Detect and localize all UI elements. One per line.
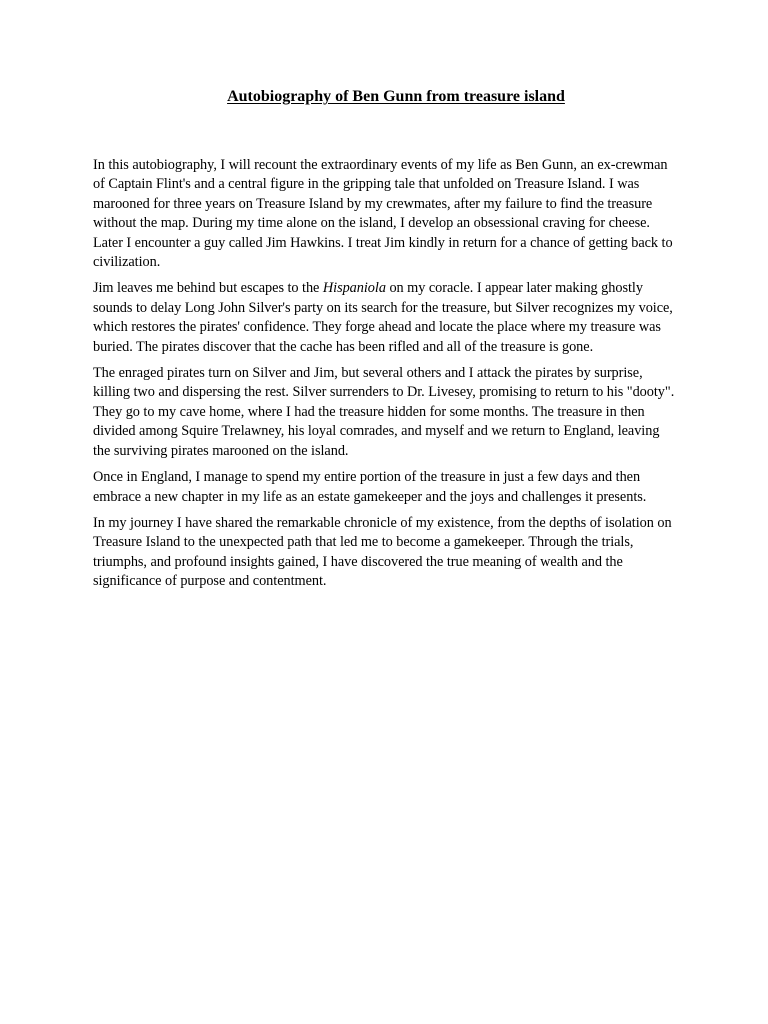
- paragraph-hispaniola: [93, 279, 678, 357]
- paragraph-england: Once in England, I manage to spend my entire portion of the treasure in just a few days and then embrace a new chapter in my life as an estate gamekeeper and the joys and challenges it presents.: [93, 469, 647, 505]
- paragraph-conclusion: In my journey I have shared the remarkable chronicle of my existence, from the depths of isolation on Treasure Island to the unexpected path that led me to become a gamekeeper. Through the trials, triumphs, and profound insights gained, I have discovered the true meaning of wealth and the significance of purpose and contentment.: [93, 514, 672, 590]
- ship-name-italic: Hispaniola: [322, 280, 386, 297]
- paragraph-pirates-attack: The enraged pirates turn on Silver and Jim, but several others and I attack the pirates by surprise, killing two and dispersing the rest. Silver surrenders to Dr. Livesey, promising to return to his "dooty". They go to my cave home, where I had the treasure hidden for some months. The treasure in then divided among Squire Trelawney, his loyal comrades, and myself and we return to England, leaving the surviving pirates marooned on the island.: [93, 365, 675, 459]
- paragraph-introduction: In this autobiography, I will recount the extraordinary events of my life as Ben Gunn, an ex-crewman of Captain Flint's and a central figure in the gripping tale that unfolded on Treasure Island. I was marooned for three years on Treasure Island by my crewmates, after my failure to find the treasure without the map. During my time alone on the island, I develop an obsessional craving for cheese. Later I encounter a guy called Jim Hawkins. I treat Jim kindly in return for a chance of getting back to civilization.: [93, 157, 673, 271]
- paragraph-text-after: on my coracle. I appear later making ghostly sounds to delay Long John Silver's party on its search for the treasure, but Silver recognizes my voice, which restores the pirates' confidence. They forge ahead and locate the place where my treasure was buried. The pirates discover that the cache has been rifled and all of the treasure is gone.: [93, 280, 673, 355]
- document-title: Autobiography of Ben Gunn from treasure island: [227, 88, 565, 105]
- paragraph-text-before: Jim leaves me behind but escapes to the: [93, 280, 323, 297]
- document-body: [93, 156, 678, 599]
